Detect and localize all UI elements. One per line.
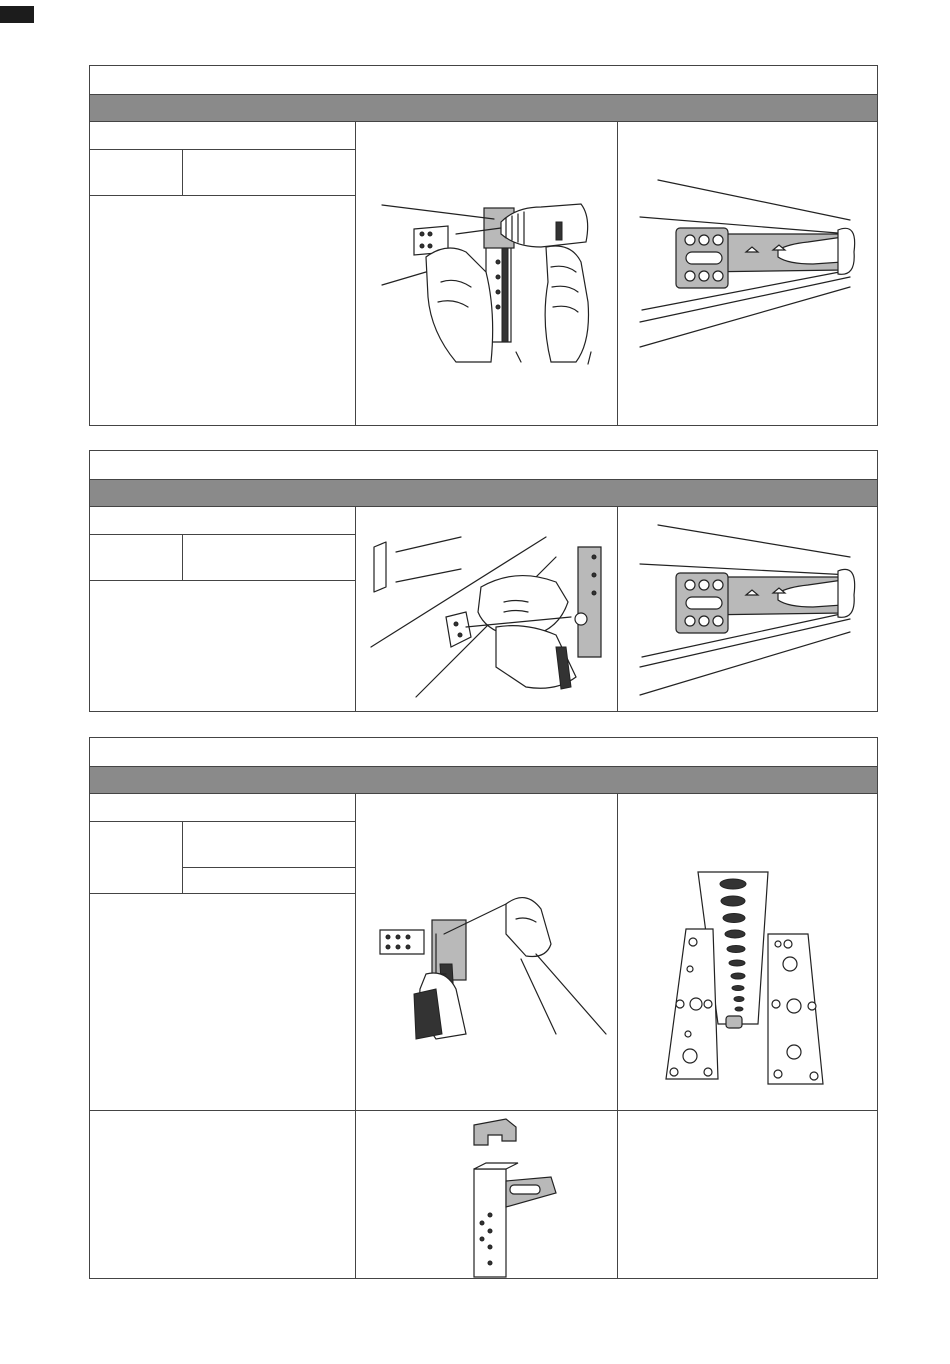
section-1-panel: [89, 65, 878, 426]
section-3-illustration-base-plates: [618, 794, 877, 1110]
section-2-text-column: [90, 507, 356, 711]
base-plates-with-post-illustration: [618, 794, 879, 1110]
section-3-bottom-text: [90, 1111, 356, 1278]
section-1-illustration-drill: [356, 122, 618, 425]
section-3-title: [90, 738, 877, 767]
section-2-header-bar: [90, 480, 877, 507]
drill-fixing-bracket-illustration: [356, 122, 618, 426]
section-3-header-bar: [90, 767, 877, 794]
section-2-illustration-bracket: [618, 507, 877, 711]
allen-key-tightening-illustration: [356, 794, 618, 1110]
screwdriver-fixing-bracket-illustration: [356, 507, 618, 711]
section-1-text-column: [90, 122, 356, 425]
section-2-panel: [89, 450, 878, 712]
bracket-mounted-on-arm-illustration: [618, 122, 879, 426]
section-2-title: [90, 451, 877, 480]
section-1-illustration-bracket: [618, 122, 877, 425]
section-3-text-column: [90, 794, 356, 1110]
section-3-bottom-empty: [618, 1111, 877, 1278]
section-3-illustration-allen-key: [356, 794, 618, 1110]
bracket-mounted-on-arm-illustration: [618, 507, 879, 711]
section-3-illustration-post-cap: [356, 1111, 618, 1278]
section-1-title: [90, 66, 877, 95]
section-3-panel: [89, 737, 878, 1279]
section-1-header-bar: [90, 95, 877, 122]
section-2-illustration-screwdriver: [356, 507, 618, 711]
post-cap-insertion-illustration: [356, 1111, 618, 1279]
page-marker-tab: [0, 6, 34, 23]
